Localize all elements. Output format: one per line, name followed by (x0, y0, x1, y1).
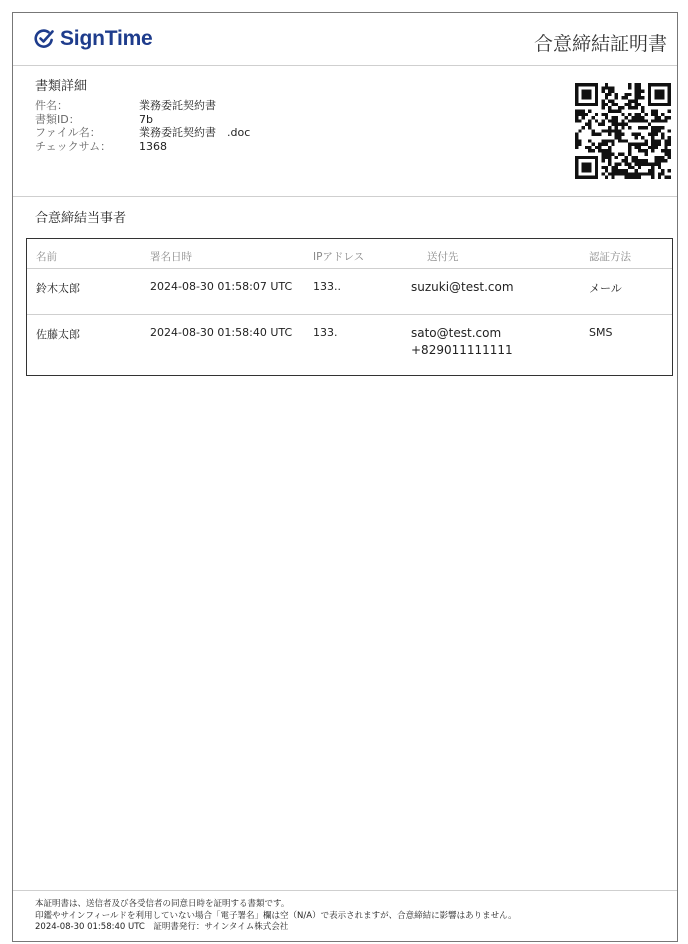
party-signed-at: 2024-08-30 01:58:40 UTC (150, 326, 293, 339)
party-ip: 133. (313, 326, 338, 339)
parties-table (26, 238, 673, 376)
document-details-title: 書類詳細 (35, 79, 88, 94)
header (13, 13, 677, 66)
detail-label: ファイル名： (35, 126, 101, 139)
column-header-signed-at: 署名日時 (150, 251, 192, 263)
signtime-check-icon (33, 28, 55, 50)
footer-line: 2024-08-30 01:58:40 UTC 証明書発行：サインタイム株式会社 (35, 922, 289, 932)
detail-label: 書類ID： (35, 112, 80, 126)
party-phone: +829011111111 (411, 343, 513, 357)
parties-title: 合意締結当事者 (35, 211, 127, 226)
party-sent-to (411, 325, 513, 359)
signtime-logo (33, 27, 153, 51)
column-header-auth-method: 認証方法 (589, 251, 631, 263)
table-row (27, 315, 672, 375)
table-row (27, 269, 672, 315)
party-email: sato@test.com (411, 326, 502, 340)
column-header-ip: IPアドレス (313, 251, 365, 263)
footer-notes (35, 899, 517, 934)
party-auth-method: メール (589, 282, 622, 295)
document-details-list (35, 99, 250, 153)
detail-value: 業務委託契約書 .doc (139, 126, 251, 139)
footer (13, 890, 677, 944)
table-header-row (27, 239, 672, 269)
party-name: 鈴木太郎 (36, 282, 80, 295)
brand-name: SignTime (60, 27, 153, 50)
detail-value: 業務委託契約書 (139, 99, 216, 112)
footer-line: 本証明書は、送信者及び各受信者の同意日時を証明する書類です。 (35, 899, 290, 909)
detail-row-file-name (35, 126, 250, 140)
party-name: 佐藤太郎 (36, 328, 80, 341)
detail-row-document-id (35, 113, 250, 127)
footer-line: 印鑑やサインフィールドを利用していない場合「電子署名」欄は空（N/A）で表示されますが、合意締結に影響はありません。 (35, 910, 517, 921)
detail-row-subject (35, 99, 250, 113)
document-details-section (13, 65, 677, 197)
column-header-name: 名前 (36, 251, 57, 263)
party-sent-to (411, 279, 514, 296)
detail-label: 件名： (35, 99, 68, 112)
detail-label: チェックサム： (35, 139, 112, 153)
qr-code (575, 83, 671, 183)
party-signed-at: 2024-08-30 01:58:07 UTC (150, 280, 293, 293)
party-ip: 133.. (313, 280, 341, 293)
certificate-page (12, 12, 678, 942)
certificate-title: 合意締結証明書 (533, 33, 667, 55)
party-email: suzuki@test.com (411, 280, 514, 294)
column-header-sent-to: 送付先 (427, 251, 459, 263)
detail-row-checksum (35, 140, 250, 154)
detail-value: 7b (139, 112, 153, 126)
party-auth-method: SMS (589, 326, 613, 339)
detail-value: 1368 (139, 139, 167, 153)
